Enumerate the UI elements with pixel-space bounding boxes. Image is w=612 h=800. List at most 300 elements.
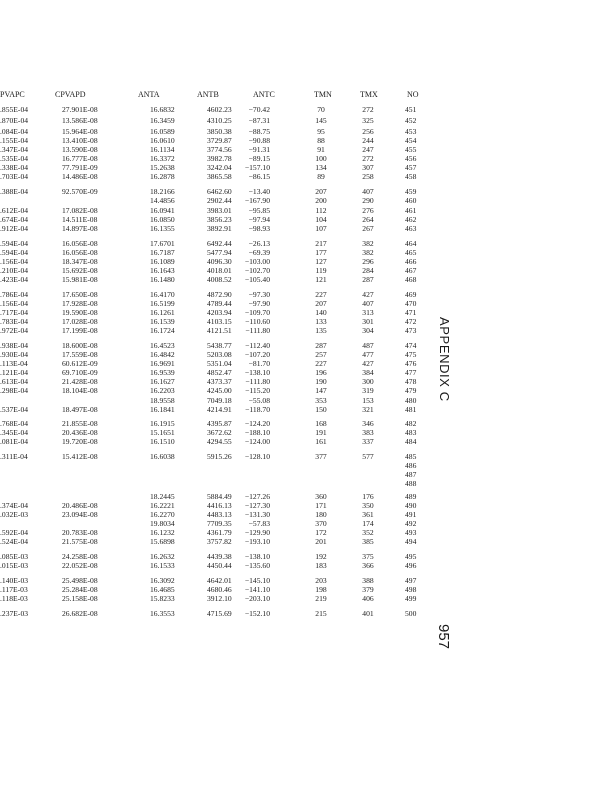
cell-antc: −188.10 xyxy=(244,428,270,437)
cell-tmx: 272 xyxy=(362,154,374,163)
cell-antc: −109.70 xyxy=(244,308,270,317)
cell-antb: 3757.82 xyxy=(207,537,232,546)
cell-antc: −145.10 xyxy=(244,576,270,585)
cell-anta: 16.1355 xyxy=(150,224,175,233)
cell-anta: 16.3553 xyxy=(150,609,175,618)
cell-anta: 16.1261 xyxy=(150,308,175,317)
cell-tmn: 353 xyxy=(315,396,327,405)
cell-tmn: 168 xyxy=(315,419,327,428)
cell-no: 458 xyxy=(405,172,417,181)
cell-cpvapc: .117E-03 xyxy=(0,585,28,594)
cell-cpvapc: .855E-04 xyxy=(0,105,29,114)
cell-no: 460 xyxy=(405,196,417,205)
cell-cpvapc: .870E-04 xyxy=(0,116,29,125)
cell-no: 470 xyxy=(405,299,417,308)
cell-anta: 16.0850 xyxy=(150,215,175,224)
cell-anta: 18.2166 xyxy=(150,187,175,196)
cell-tmn: 121 xyxy=(315,275,327,284)
cell-antc: −87.31 xyxy=(248,116,270,125)
cell-tmn: 112 xyxy=(315,206,327,215)
cell-cpvapd: 13.586E-08 xyxy=(62,116,98,125)
cell-antb: 5351.04 xyxy=(207,359,232,368)
cell-no: 452 xyxy=(405,116,417,125)
cell-tmn: 377 xyxy=(315,452,327,461)
cell-antb: 3865.58 xyxy=(207,172,232,181)
column-header-cpvapc: PVAPC xyxy=(0,90,25,99)
cell-tmx: 284 xyxy=(362,266,374,275)
cell-anta: 14.4856 xyxy=(150,196,175,205)
cell-antb: 3850.38 xyxy=(207,127,232,136)
cell-no: 463 xyxy=(405,224,417,233)
cell-antb: 5884.49 xyxy=(207,492,232,501)
cell-cpvapc: .155E-04 xyxy=(0,136,29,145)
cell-antc: −111.80 xyxy=(245,326,270,335)
column-header-antb: ANTB xyxy=(197,90,219,99)
cell-antc: −124.00 xyxy=(244,437,270,446)
cell-cpvapc: .085E-03 xyxy=(0,552,29,561)
cell-anta: 15.8233 xyxy=(150,594,175,603)
cell-antb: 2902.44 xyxy=(207,196,232,205)
cell-antb: 4018.01 xyxy=(207,266,232,275)
cell-tmn: 145 xyxy=(315,116,327,125)
cell-cpvapd: 25.284E-08 xyxy=(62,585,98,594)
cell-tmn: 89 xyxy=(317,172,325,181)
cell-antb: 4680.46 xyxy=(207,585,232,594)
cell-antb: 3983.01 xyxy=(207,206,232,215)
cell-cpvapd: 17.082E-08 xyxy=(62,206,98,215)
cell-antc: −128.10 xyxy=(244,452,270,461)
cell-antb: 3729.87 xyxy=(207,136,232,145)
cell-antc: −152.10 xyxy=(244,609,270,618)
cell-antc: −124.20 xyxy=(244,419,270,428)
cell-antb: 4214.91 xyxy=(207,405,232,414)
cell-antc: −103.00 xyxy=(244,257,270,266)
column-header-no: NO xyxy=(407,90,419,99)
cell-no: 483 xyxy=(405,428,417,437)
cell-no: 496 xyxy=(405,561,417,570)
cell-cpvapc: .081E-04 xyxy=(0,437,29,446)
cell-cpvapd: 18.497E-08 xyxy=(62,405,98,414)
cell-tmx: 477 xyxy=(362,350,374,359)
cell-tmx: 319 xyxy=(362,386,374,395)
cell-antc: −26.13 xyxy=(248,239,270,248)
cell-cpvapd: 13.590E-08 xyxy=(62,145,98,154)
cell-cpvapd: 20.486E-08 xyxy=(62,501,98,510)
cell-anta: 16.6038 xyxy=(150,452,175,461)
cell-no: 484 xyxy=(405,437,417,446)
cell-tmx: 300 xyxy=(362,377,374,386)
cell-tmn: 200 xyxy=(315,196,327,205)
cell-antc: −90.88 xyxy=(248,136,270,145)
cell-cpvapd: 18.600E-08 xyxy=(62,341,98,350)
cell-tmn: 172 xyxy=(315,528,327,537)
cell-cpvapc: .594E-04 xyxy=(0,248,29,257)
cell-no: 477 xyxy=(405,368,417,377)
cell-no: 456 xyxy=(405,154,417,163)
cell-tmx: 313 xyxy=(362,308,374,317)
cell-antb: 3856.23 xyxy=(207,215,232,224)
cell-cpvapd: 17.559E-08 xyxy=(62,350,98,359)
cell-cpvapd: 15.692E-08 xyxy=(62,266,98,275)
cell-antc: −138.10 xyxy=(244,552,270,561)
cell-tmn: 198 xyxy=(315,585,327,594)
cell-cpvapd: 22.052E-08 xyxy=(62,561,98,570)
cell-tmx: 267 xyxy=(362,224,374,233)
cell-anta: 16.1480 xyxy=(150,275,175,284)
cell-no: 464 xyxy=(405,239,417,248)
cell-anta: 16.1134 xyxy=(150,145,175,154)
column-header-tmn: TMN xyxy=(314,90,332,99)
cell-no: 497 xyxy=(405,576,417,585)
cell-antb: 4602.23 xyxy=(207,105,232,114)
cell-tmx: 382 xyxy=(362,239,374,248)
cell-no: 462 xyxy=(405,215,417,224)
cell-tmn: 227 xyxy=(315,290,327,299)
cell-cpvapd: 26.682E-08 xyxy=(62,609,98,618)
cell-cpvapd: 21.855E-08 xyxy=(62,419,98,428)
cell-tmn: 177 xyxy=(315,248,327,257)
cell-no: 455 xyxy=(405,145,417,154)
cell-no: 495 xyxy=(405,552,417,561)
cell-antb: 6462.60 xyxy=(207,187,232,196)
cell-antb: 3774.56 xyxy=(207,145,232,154)
cell-tmx: 244 xyxy=(362,136,374,145)
cell-cpvapd: 20.436E-08 xyxy=(62,428,98,437)
cell-tmx: 301 xyxy=(362,317,374,326)
cell-cpvapc: .374E-04 xyxy=(0,501,29,510)
cell-cpvapc: .537E-04 xyxy=(0,405,29,414)
cell-antb: 4203.94 xyxy=(207,308,232,317)
cell-no: 491 xyxy=(405,510,417,519)
cell-anta: 16.2270 xyxy=(150,510,175,519)
cell-cpvapc: .938E-04 xyxy=(0,341,29,350)
cell-cpvapd: 18.347E-08 xyxy=(62,257,98,266)
cell-cpvapc: .786E-04 xyxy=(0,290,29,299)
cell-no: 457 xyxy=(405,163,417,172)
cell-tmn: 150 xyxy=(315,405,327,414)
cell-cpvapd: 16.056E-08 xyxy=(62,248,98,257)
cell-cpvapd: 92.570E-09 xyxy=(62,187,98,196)
cell-antb: 5915.26 xyxy=(207,452,232,461)
cell-anta: 16.0589 xyxy=(150,127,175,136)
cell-no: 486 xyxy=(405,461,417,470)
cell-antc: −141.10 xyxy=(244,585,270,594)
cell-cpvapc: .613E-04 xyxy=(0,377,29,386)
column-header-cpvapd: CPVAPD xyxy=(55,90,86,99)
cell-tmx: 256 xyxy=(362,127,374,136)
cell-tmn: 171 xyxy=(315,501,327,510)
cell-no: 498 xyxy=(405,585,417,594)
cell-antb: 5477.94 xyxy=(207,248,232,257)
cell-cpvapd: 15.964E-08 xyxy=(62,127,98,136)
cell-anta: 19.8034 xyxy=(150,519,175,528)
cell-cpvapc: .121E-04 xyxy=(0,368,29,377)
cell-tmn: 100 xyxy=(315,154,327,163)
cell-cpvapd: 14.486E-08 xyxy=(62,172,98,181)
cell-tmx: 407 xyxy=(362,187,374,196)
cell-antb: 4096.30 xyxy=(207,257,232,266)
page-number: 957 xyxy=(435,624,452,650)
cell-cpvapc: .311E-04 xyxy=(0,452,28,461)
cell-antb: 7049.18 xyxy=(207,396,232,405)
cell-tmn: 95 xyxy=(317,127,325,136)
cell-no: 485 xyxy=(405,452,417,461)
column-header-anta: ANTA xyxy=(138,90,160,99)
cell-tmx: 290 xyxy=(362,196,374,205)
cell-anta: 16.1841 xyxy=(150,405,175,414)
cell-cpvapc: .768E-04 xyxy=(0,419,29,428)
cell-antb: 3982.78 xyxy=(207,154,232,163)
cell-no: 478 xyxy=(405,377,417,386)
cell-no: 473 xyxy=(405,326,417,335)
cell-cpvapc: .347E-04 xyxy=(0,145,29,154)
cell-cpvapc: .783E-04 xyxy=(0,317,29,326)
cell-tmx: 383 xyxy=(362,428,374,437)
cell-no: 466 xyxy=(405,257,417,266)
cell-cpvapd: 17.650E-08 xyxy=(62,290,98,299)
cell-no: 475 xyxy=(405,350,417,359)
cell-antc: −102.70 xyxy=(244,266,270,275)
cell-anta: 15.6898 xyxy=(150,537,175,546)
cell-tmn: 183 xyxy=(315,561,327,570)
cell-tmx: 385 xyxy=(362,537,374,546)
cell-tmx: 375 xyxy=(362,552,374,561)
cell-antc: −111.80 xyxy=(245,377,270,386)
cell-antc: −97.30 xyxy=(248,290,270,299)
cell-tmn: 161 xyxy=(315,437,327,446)
cell-cpvapc: .118E-03 xyxy=(0,594,28,603)
cell-antb: 3892.91 xyxy=(207,224,232,233)
cell-cpvapd: 15.412E-08 xyxy=(62,452,98,461)
cell-antb: 4852.47 xyxy=(207,368,232,377)
cell-tmn: 207 xyxy=(315,299,327,308)
cell-anta: 16.6832 xyxy=(150,105,175,114)
cell-anta: 16.2203 xyxy=(150,386,175,395)
cell-tmn: 119 xyxy=(315,266,327,275)
cell-tmn: 207 xyxy=(315,187,327,196)
cell-antb: 5203.08 xyxy=(207,350,232,359)
cell-tmx: 247 xyxy=(362,145,374,154)
cell-tmx: 264 xyxy=(362,215,374,224)
cell-tmx: 407 xyxy=(362,299,374,308)
cell-antc: −193.10 xyxy=(244,537,270,546)
cell-cpvapd: 20.783E-08 xyxy=(62,528,98,537)
cell-no: 451 xyxy=(405,105,417,114)
cell-cpvapd: 18.104E-08 xyxy=(62,386,98,395)
cell-no: 472 xyxy=(405,317,417,326)
cell-anta: 16.2632 xyxy=(150,552,175,561)
cell-anta: 16.4523 xyxy=(150,341,175,350)
cell-antb: 6492.44 xyxy=(207,239,232,248)
cell-tmn: 104 xyxy=(315,215,327,224)
cell-tmx: 321 xyxy=(362,405,374,414)
cell-antc: −138.10 xyxy=(244,368,270,377)
cell-anta: 16.4842 xyxy=(150,350,175,359)
cell-tmx: 276 xyxy=(362,206,374,215)
cell-tmn: 134 xyxy=(315,163,327,172)
cell-no: 467 xyxy=(405,266,417,275)
cell-antc: −86.15 xyxy=(248,172,270,181)
cell-anta: 18.9558 xyxy=(150,396,175,405)
cell-cpvapc: .423E-04 xyxy=(0,275,29,284)
cell-antb: 4450.44 xyxy=(207,561,232,570)
cell-cpvapc: .156E-04 xyxy=(0,257,29,266)
cell-antb: 4642.01 xyxy=(207,576,232,585)
cell-antc: −57.83 xyxy=(248,519,270,528)
cell-no: 453 xyxy=(405,127,417,136)
cell-antb: 4103.15 xyxy=(207,317,232,326)
cell-tmn: 135 xyxy=(315,326,327,335)
cell-cpvapc: .210E-04 xyxy=(0,266,29,275)
cell-tmx: 304 xyxy=(362,326,374,335)
cell-antc: −112.40 xyxy=(245,341,270,350)
cell-cpvapd: 14.511E-08 xyxy=(62,215,98,224)
cell-cpvapc: .032E-03 xyxy=(0,510,29,519)
cell-cpvapd: 25.158E-08 xyxy=(62,594,98,603)
cell-cpvapd: 77.791E-09 xyxy=(62,163,98,172)
cell-anta: 16.1724 xyxy=(150,326,175,335)
cell-no: 461 xyxy=(405,206,417,215)
cell-tmx: 427 xyxy=(362,359,374,368)
cell-antc: −88.75 xyxy=(248,127,270,136)
cell-cpvapc: .912E-04 xyxy=(0,224,29,233)
cell-cpvapd: 17.028E-08 xyxy=(62,317,98,326)
cell-antc: −105.40 xyxy=(244,275,270,284)
cell-anta: 16.9539 xyxy=(150,368,175,377)
cell-no: 454 xyxy=(405,136,417,145)
column-header-antc: ANTC xyxy=(253,90,275,99)
cell-no: 480 xyxy=(405,396,417,405)
cell-antc: −89.15 xyxy=(248,154,270,163)
cell-tmn: 219 xyxy=(315,594,327,603)
cell-tmx: 176 xyxy=(362,492,374,501)
cell-cpvapc: .703E-04 xyxy=(0,172,29,181)
cell-tmn: 257 xyxy=(315,350,327,359)
cell-cpvapc: .717E-04 xyxy=(0,308,29,317)
cell-antc: −127.26 xyxy=(244,492,270,501)
cell-tmn: 201 xyxy=(315,537,327,546)
cell-cpvapc: .345E-04 xyxy=(0,428,29,437)
cell-antc: −115.20 xyxy=(245,386,270,395)
cell-anta: 16.1089 xyxy=(150,257,175,266)
cell-tmn: 215 xyxy=(315,609,327,618)
cell-tmx: 401 xyxy=(362,609,374,618)
cell-no: 468 xyxy=(405,275,417,284)
cell-cpvapc: .338E-04 xyxy=(0,163,29,172)
cell-antc: −107.20 xyxy=(244,350,270,359)
cell-cpvapc: .140E-03 xyxy=(0,576,29,585)
cell-anta: 16.1915 xyxy=(150,419,175,428)
cell-antb: 4294.55 xyxy=(207,437,232,446)
cell-antb: 4361.79 xyxy=(207,528,232,537)
cell-antb: 3242.04 xyxy=(207,163,232,172)
cell-antb: 4008.52 xyxy=(207,275,232,284)
cell-anta: 16.7187 xyxy=(150,248,175,257)
cell-anta: 16.9691 xyxy=(150,359,175,368)
cell-tmx: 337 xyxy=(362,437,374,446)
cell-antb: 4373.37 xyxy=(207,377,232,386)
cell-cpvapd: 69.710E-09 xyxy=(62,368,98,377)
cell-tmx: 487 xyxy=(362,341,374,350)
cell-tmn: 127 xyxy=(315,257,327,266)
cell-tmx: 382 xyxy=(362,248,374,257)
cell-cpvapc: .612E-04 xyxy=(0,206,29,215)
cell-tmx: 307 xyxy=(362,163,374,172)
cell-antc: −118.70 xyxy=(245,405,270,414)
cell-tmn: 147 xyxy=(315,386,327,395)
cell-cpvapc: .015E-03 xyxy=(0,561,29,570)
cell-antb: 4121.51 xyxy=(207,326,232,335)
cell-antb: 4395.87 xyxy=(207,419,232,428)
cell-cpvapd: 25.498E-08 xyxy=(62,576,98,585)
cell-cpvapc: .237E-03 xyxy=(0,609,29,618)
cell-cpvapc: .535E-04 xyxy=(0,154,29,163)
cell-tmx: 379 xyxy=(362,585,374,594)
cell-tmn: 287 xyxy=(315,341,327,350)
cell-no: 499 xyxy=(405,594,417,603)
cell-tmn: 370 xyxy=(315,519,327,528)
cell-cpvapc: .674E-04 xyxy=(0,215,29,224)
cell-antc: −167.90 xyxy=(244,196,270,205)
cell-antb: 3672.62 xyxy=(207,428,232,437)
cell-antc: −97.90 xyxy=(248,299,270,308)
cell-anta: 16.5199 xyxy=(150,299,175,308)
cell-anta: 16.2878 xyxy=(150,172,175,181)
cell-antc: −69.39 xyxy=(248,248,270,257)
cell-antb: 4789.44 xyxy=(207,299,232,308)
cell-cpvapd: 16.777E-08 xyxy=(62,154,98,163)
cell-tmn: 190 xyxy=(315,377,327,386)
cell-tmx: 287 xyxy=(362,275,374,284)
cell-anta: 16.0941 xyxy=(150,206,175,215)
cell-tmx: 258 xyxy=(362,172,374,181)
cell-tmx: 388 xyxy=(362,576,374,585)
cell-tmn: 88 xyxy=(317,136,325,145)
cell-antb: 4872.90 xyxy=(207,290,232,299)
cell-anta: 15.2638 xyxy=(150,163,175,172)
cell-cpvapd: 21.428E-08 xyxy=(62,377,98,386)
cell-cpvapd: 24.258E-08 xyxy=(62,552,98,561)
cell-anta: 16.1627 xyxy=(150,377,175,386)
cell-tmx: 352 xyxy=(362,528,374,537)
cell-anta: 17.6701 xyxy=(150,239,175,248)
cell-antc: −81.70 xyxy=(248,359,270,368)
cell-anta: 16.1643 xyxy=(150,266,175,275)
cell-no: 490 xyxy=(405,501,417,510)
cell-cpvapc: .972E-04 xyxy=(0,326,29,335)
cell-tmn: 203 xyxy=(315,576,327,585)
cell-cpvapc: .113E-04 xyxy=(0,359,28,368)
cell-tmn: 217 xyxy=(315,239,327,248)
cell-antc: −129.90 xyxy=(244,528,270,537)
cell-tmx: 427 xyxy=(362,290,374,299)
cell-tmn: 196 xyxy=(315,368,327,377)
cell-tmn: 107 xyxy=(315,224,327,233)
cell-anta: 16.1510 xyxy=(150,437,175,446)
cell-cpvapd: 19.720E-08 xyxy=(62,437,98,446)
cell-anta: 16.3372 xyxy=(150,154,175,163)
cell-cpvapd: 13.410E-08 xyxy=(62,136,98,145)
cell-anta: 16.4685 xyxy=(150,585,175,594)
cell-tmn: 180 xyxy=(315,510,327,519)
cell-antb: 4439.38 xyxy=(207,552,232,561)
cell-cpvapd: 27.901E-08 xyxy=(62,105,98,114)
cell-tmn: 70 xyxy=(317,105,325,114)
cell-cpvapc: .594E-04 xyxy=(0,239,29,248)
cell-cpvapc: .388E-04 xyxy=(0,187,29,196)
cell-cpvapd: 21.575E-08 xyxy=(62,537,98,546)
cell-no: 459 xyxy=(405,187,417,196)
